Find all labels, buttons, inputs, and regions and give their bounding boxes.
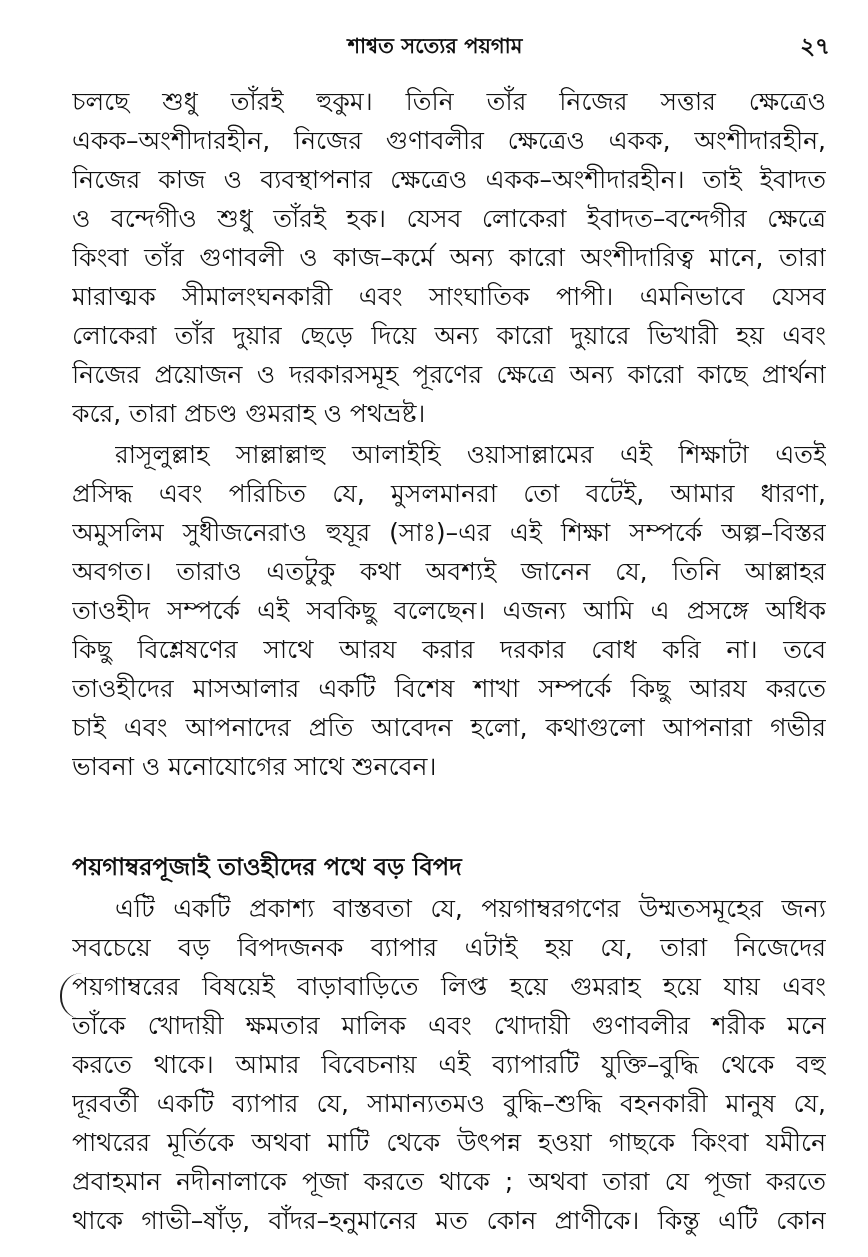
text-line: নিজের কাজ ও ব্যবস্থাপনার ক্ষেত্রেও একক–অংশীদারহীন। তাই ইবাদত xyxy=(72,165,826,194)
text-line: চাই এবং আপনাদের প্রতি আবেদন হলো, কথাগুলো আপনারা গভীর xyxy=(72,713,826,742)
text-line: অমুসলিম সুধীজনেরাও হুযূর (সাঃ)–এর এই শিক্ষা সম্পর্কে অল্প–বিস্তর xyxy=(72,518,826,547)
text-line: করতে থাকে। আমার বিবেচনায় এই ব্যাপারটি যুক্তি–বুদ্ধি থেকে বহু xyxy=(72,1050,826,1079)
text-line: কিংবা তাঁর গুণাবলী ও কাজ–কর্মে অন্য কারো অংশীদারিত্ব মানে, তারা xyxy=(72,243,826,272)
text-line: অবগত। তারাও এতটুকু কথা অবশ্যই জানেন যে, তিনি আল্লাহর xyxy=(72,557,826,586)
paragraph-first-line: এটি একটি প্রকাশ্য বাস্তবতা যে, পয়গাম্বরগণের উম্মতসমূহের জন্য xyxy=(115,894,826,923)
text-line: সবচেয়ে বড় বিপদজনক ব্যাপার এটাই হয় যে, তারা নিজেদের xyxy=(72,933,826,962)
text-line: ও বন্দেগীও শুধু তাঁরই হক। যেসব লোকেরা ইবাদত–বন্দেগীর ক্ষেত্রে xyxy=(72,204,826,233)
text-line: প্রবাহমান নদীনালাকে পূজা করতে থাকে ; অথবা তারা যে পূজা করতে xyxy=(72,1167,826,1196)
text-line: একক–অংশীদারহীন, নিজের গুণাবলীর ক্ষেত্রেও একক, অংশীদারহীন, xyxy=(72,126,826,155)
text-line: নিজের প্রয়োজন ও দরকারসমূহ পূরণের ক্ষেত্রে অন্য কারো কাছে প্রার্থনা xyxy=(72,360,826,389)
text-line: পাথরের মূর্তিকে অথবা মাটি থেকে উৎপন্ন হওয়া গাছকে কিংবা যমীনে xyxy=(72,1128,826,1157)
text-line: তাওহীদের মাসআলার একটি বিশেষ শাখা সম্পর্কে কিছু আরয করতে xyxy=(72,674,826,703)
text-line: লোকেরা তাঁর দুয়ার ছেড়ে দিয়ে অন্য কারো দুয়ারে ভিখারী হয় এবং xyxy=(72,321,826,350)
margin-pen-mark xyxy=(60,973,84,1019)
running-title: শাশ্বত সত্যের পয়গাম xyxy=(347,34,523,58)
text-line: মারাত্মক সীমালংঘনকারী এবং সাংঘাতিক পাপী। এমনিভাবে যেসব xyxy=(72,282,826,311)
text-line: থাকে গাভী–ষাঁড়, বাঁদর–হনুমানের মত কোন প্রাণীকে। কিন্তু এটি কোন xyxy=(72,1206,826,1235)
text-line: চলছে শুধু তাঁরই হুকুম। তিনি তাঁর নিজের সত্তার ক্ষেত্রেও xyxy=(72,87,826,116)
text-line: প্রসিদ্ধ এবং পরিচিত যে, মুসলমানরা তো বটেই, আমার ধারণা, xyxy=(72,479,826,508)
section-heading: পয়গাম্বরপূজাই তাওহীদের পথে বড় বিপদ xyxy=(72,853,462,881)
text-line: দূরবর্তী একটি ব্যাপার যে, সামান্যতমও বুদ্ধি–শুদ্ধি বহনকারী মানুষ যে, xyxy=(72,1089,826,1118)
text-line: তাঁকে খোদায়ী ক্ষমতার মালিক এবং খোদায়ী গুণাবলীর শরীক মনে xyxy=(72,1011,826,1040)
text-line: কিছু বিশ্লেষণের সাথে আরয করার দরকার বোধ করি না। তবে xyxy=(72,635,826,664)
text-line: ভাবনা ও মনোযোগের সাথে শুনবেন। xyxy=(72,752,437,781)
text-line: তাওহীদ সম্পর্কে এই সবকিছু বলেছেন। এজন্য আমি এ প্রসঙ্গে অধিক xyxy=(72,596,826,625)
text-line: করে, তারা প্রচণ্ড গুমরাহ ও পথভ্রষ্ট। xyxy=(72,399,426,428)
paragraph-first-line: রাসূলুল্লাহ সাল্লাল্লাহু আলাইহি ওয়াসাল্লামের এই শিক্ষাটা এতই xyxy=(115,440,826,469)
text-line: পয়গাম্বরের বিষয়েই বাড়াবাড়িতে লিপ্ত হয়ে গুমরাহ হয়ে যায় এবং xyxy=(72,972,826,1001)
page-number: ২৭ xyxy=(800,34,830,60)
